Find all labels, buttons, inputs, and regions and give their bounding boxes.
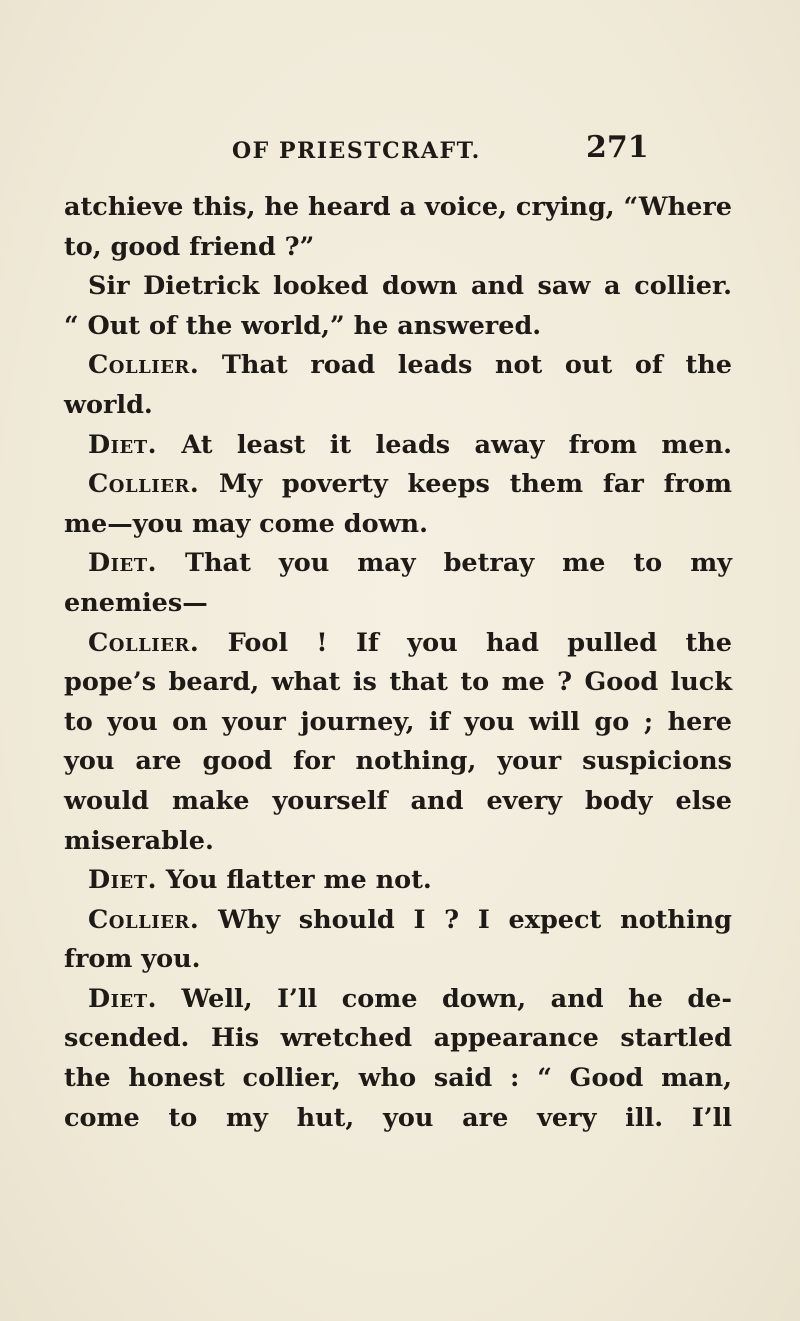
line-text: At least it leads away from men.	[181, 429, 732, 460]
text-line	[64, 426, 732, 466]
text-line	[64, 782, 732, 822]
text-line	[64, 1059, 732, 1099]
page-number: 271	[586, 130, 649, 165]
line-text: to you on your journey, if you will go ; here	[64, 706, 732, 737]
text-line	[64, 307, 732, 347]
speaker-name: Collier.	[88, 350, 200, 381]
line-text: from you.	[64, 944, 201, 975]
line-text: to, good friend ?”	[64, 231, 315, 262]
text-line	[64, 901, 732, 941]
text-line	[64, 624, 732, 664]
speaker-name: Diet.	[88, 865, 158, 896]
text-line	[64, 940, 732, 980]
text-line	[64, 980, 732, 1020]
line-text: would make yourself and every body else	[64, 785, 732, 816]
line-text: pope’s beard, what is that to me ? Good luck	[64, 667, 732, 698]
text-line	[64, 386, 732, 426]
line-text: miserable.	[64, 825, 214, 856]
line-text: That you may betray me to my	[185, 548, 732, 579]
chapter-title: OF PRIESTCRAFT.	[232, 138, 481, 164]
text-line	[64, 465, 732, 505]
line-text: That road leads not out of the	[221, 350, 732, 381]
line-text: me—you may come down.	[64, 508, 428, 539]
text-line	[64, 346, 732, 386]
speaker-name: Diet.	[88, 983, 158, 1014]
line-text: Sir Dietrick looked down and saw a collier.	[88, 271, 732, 302]
text-line	[64, 584, 732, 624]
text-line	[64, 861, 732, 901]
line-text: Why should I ? I expect nothing	[218, 904, 732, 935]
text-line	[64, 1019, 732, 1059]
text-line	[64, 663, 732, 703]
text-line	[64, 188, 732, 228]
body-text	[64, 188, 732, 1138]
speaker-name: Diet.	[88, 548, 158, 579]
text-line	[64, 544, 732, 584]
line-text: atchieve this, he heard a voice, crying, “Where	[64, 192, 732, 222]
text-line	[64, 505, 732, 545]
line-text: you are good for nothing, your suspicions	[64, 746, 732, 777]
speaker-name: Collier.	[88, 904, 200, 935]
running-head	[0, 130, 800, 170]
speaker-name: Diet.	[88, 429, 158, 460]
line-text: You flatter me not.	[165, 865, 432, 896]
line-text: come to my hut, you are very ill. I’ll	[64, 1102, 732, 1133]
text-line	[64, 822, 732, 862]
line-text: “ Out of the world,” he answered.	[64, 310, 542, 341]
text-line	[64, 267, 732, 307]
line-text: scended. His wretched appearance startled	[64, 1023, 732, 1054]
text-line	[64, 703, 732, 743]
line-text: My poverty keeps them far from	[219, 469, 732, 500]
line-text: the honest collier, who said : “ Good man,	[64, 1063, 732, 1094]
text-line	[64, 228, 732, 268]
text-line	[64, 742, 732, 782]
speaker-name: Collier.	[88, 469, 200, 500]
line-text: world.	[64, 389, 153, 420]
line-text: enemies—	[64, 587, 208, 618]
text-line	[64, 1099, 732, 1139]
speaker-name: Collier.	[88, 627, 200, 658]
line-text: Fool ! If you had pulled the	[227, 627, 732, 658]
line-text: Well, I’ll come down, and he de-	[181, 983, 732, 1014]
